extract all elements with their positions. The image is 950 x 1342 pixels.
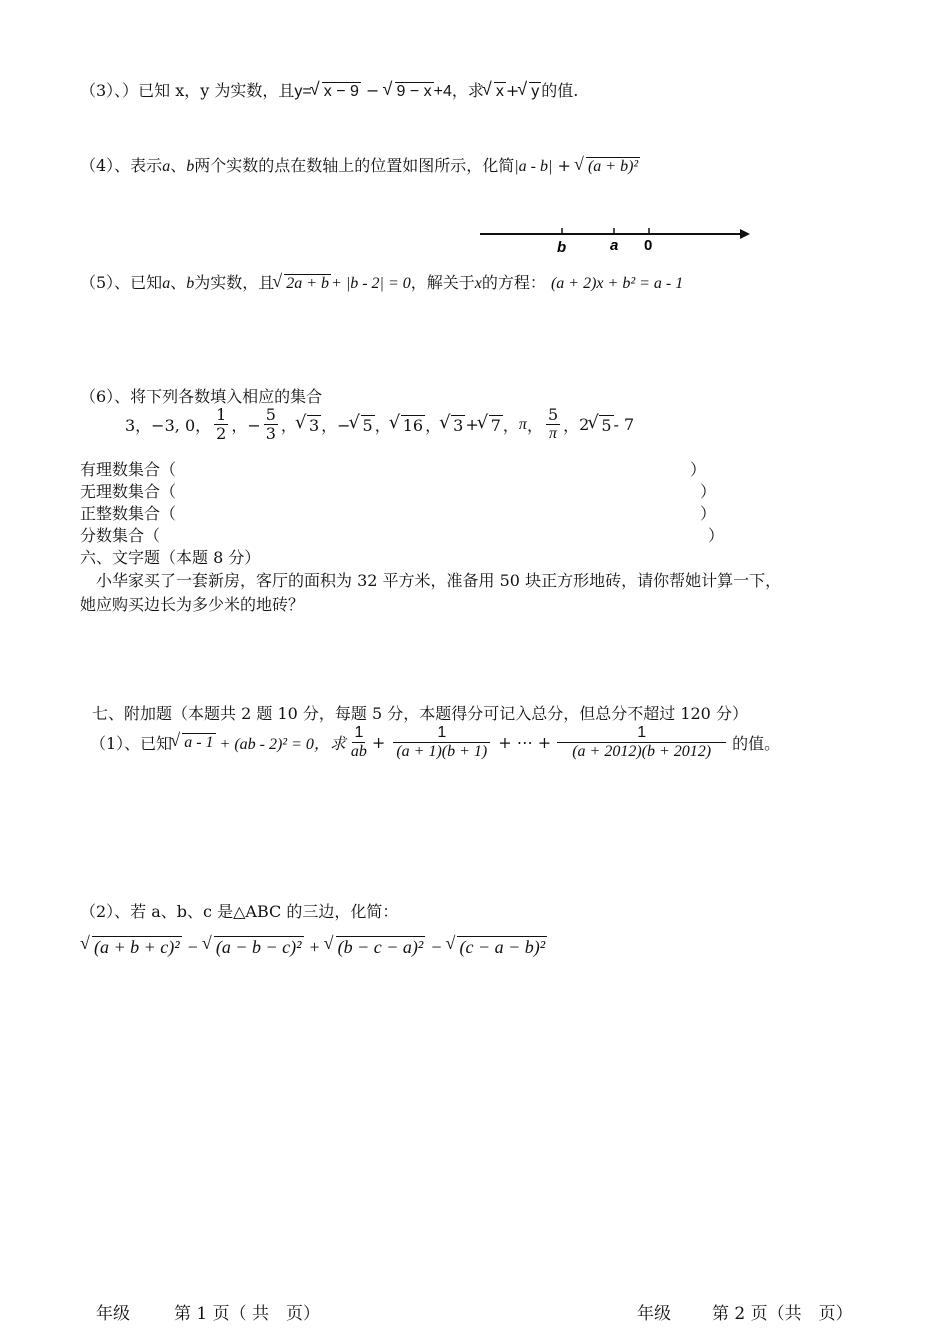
- footer-right-page: 第 2 页（共 页）: [712, 1304, 853, 1324]
- radical: √ x − 9: [312, 82, 361, 101]
- radical: √ y: [519, 82, 541, 101]
- fraction: $\frac{1}{(a + 2012)(b + 2012)}$: [557, 724, 726, 762]
- radical: √ 2a + b: [274, 274, 331, 293]
- section-6-title: 六、文字题（本题 8 分）: [80, 548, 261, 567]
- footer-left-page: 第 1 页（ 共 页）: [174, 1304, 321, 1324]
- radical: √ (a − b − c)²: [204, 936, 304, 958]
- section-6-line-2: 她应购买边长为多少米的地砖？: [80, 595, 305, 614]
- label-a: a: [610, 237, 619, 254]
- radical: √ 5: [589, 415, 613, 435]
- label-b: b: [557, 239, 567, 256]
- radical: √ (b − c − a)²: [326, 936, 426, 958]
- radical: √ 3: [441, 415, 465, 435]
- section-6-line-1: 小华家买了一套新房，客厅的面积为 32 平方米，准备用 50 块正方形地砖，请你帮她计算一下，: [96, 571, 782, 590]
- fraction: $\frac{1}{2}$: [216, 405, 227, 444]
- set-positive-integer-close: ）: [700, 504, 717, 523]
- set-positive-integer: 正整数集合（: [80, 504, 177, 523]
- radical: √ a - 1: [172, 733, 215, 752]
- question-5: （5）、已知a、b为实数，且√ 2a + b + |b - 2| = 0，解关于x的方程： (a + 2)x + b² = a - 1: [80, 270, 683, 293]
- number-list: 3，−3, 0， $\frac{1}{2}$ ，− $\frac{5}{3}$ ， √ 3 ，− √ 5 ， √ 16 ， √ 3 + √ 7 ， π ， $\frac{5}{\pi}$ ， 2 √ 5 - 7: [125, 406, 634, 444]
- question-3: （3）、）已知 x，y 为实数，且y=√ x − 9 − √ 9 − x +4，求√ x +√ y 的值.: [80, 78, 578, 101]
- section-7-question-2-expression: √ (a + b + c)² − √ (a − b − c)² + √ (b − c − a)² − √ (c − a − b)²: [82, 936, 547, 958]
- section-7-question-1: （1）、已知 √ a - 1 + (ab - 2)² = 0，求 $\frac{1}{ab}$ + $\frac{1}{(a + 1)(b + 1)}$ + ⋯ + $\frac{1}{(a + 2012)(b + 2012)}$ 的值。: [90, 724, 780, 762]
- set-rational: 有理数集合（: [80, 460, 177, 479]
- arrow-head-icon: [740, 229, 750, 239]
- set-rational-close: ）: [690, 460, 707, 479]
- section-7-question-2: （2）、若 a、b、c 是△ABC 的三边，化简：: [80, 902, 399, 921]
- set-irrational: 无理数集合（: [80, 482, 177, 501]
- footer-left-grade: 年级: [96, 1304, 130, 1324]
- section-7-title: 七、附加题（本题共 2 题 10 分，每题 5 分，本题得分可记入总分，但总分不超过 120 分）: [92, 704, 748, 723]
- fraction: $\frac{1}{ab}$: [350, 724, 367, 761]
- radical: √ 3: [297, 415, 321, 435]
- number-line: [470, 210, 760, 260]
- radical: √ (a + b)²: [576, 157, 640, 176]
- radical: √ (a + b + c)²: [82, 936, 182, 958]
- fraction: $\frac{1}{(a + 1)(b + 1)}$: [393, 724, 490, 762]
- radical: √ 16: [391, 415, 425, 435]
- footer-right-grade: 年级: [637, 1304, 671, 1324]
- set-fraction: 分数集合（: [80, 526, 161, 545]
- radical: √ 9 − x: [385, 82, 434, 101]
- question-4: （4）、表示a、b两个实数的点在数轴上的位置如图所示，化简|a - b| + √ (a + b)²: [80, 153, 640, 176]
- set-irrational-close: ）: [700, 482, 717, 501]
- fraction: $\frac{5}{\pi}$: [547, 405, 559, 443]
- fraction: $\frac{5}{3}$: [265, 405, 276, 444]
- label-0: 0: [644, 237, 653, 254]
- set-fraction-close: ）: [708, 526, 725, 545]
- radical: √ 5: [351, 415, 375, 435]
- radical: √ (c − a − b)²: [447, 936, 547, 958]
- radical: √ 7: [479, 415, 503, 435]
- question-6-title: （6）、将下列各数填入相应的集合: [80, 387, 323, 406]
- radical: √ x: [484, 82, 506, 101]
